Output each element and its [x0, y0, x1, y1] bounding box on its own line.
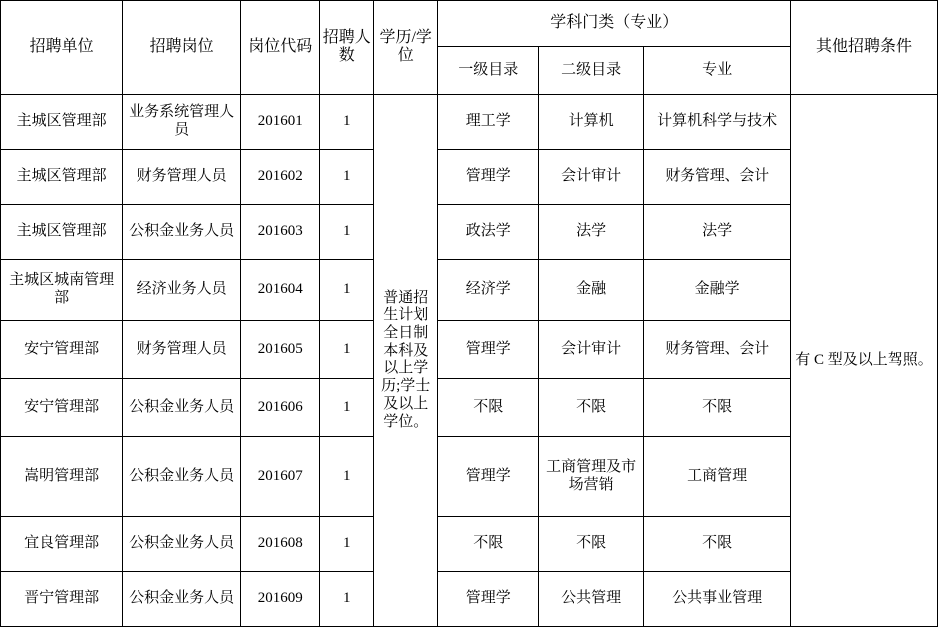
cell-unit: 安宁管理部 [1, 378, 123, 436]
cell-unit: 主城区城南管理部 [1, 259, 123, 320]
cell-unit: 嵩明管理部 [1, 436, 123, 516]
cell-count: 1 [320, 320, 374, 378]
header-education: 学历/学位 [374, 1, 438, 95]
cell-level2: 公共管理 [539, 572, 644, 627]
cell-level1: 管理学 [438, 320, 539, 378]
cell-level2: 法学 [539, 204, 644, 259]
cell-level2: 会计审计 [539, 320, 644, 378]
cell-major: 不限 [644, 517, 791, 572]
header-other-conditions: 其他招聘条件 [791, 1, 938, 95]
cell-education-merged [374, 94, 438, 626]
cell-post: 公积金业务人员 [123, 378, 241, 436]
cell-count: 1 [320, 94, 374, 149]
cell-count: 1 [320, 149, 374, 204]
cell-level1: 管理学 [438, 149, 539, 204]
header-level1: 一级目录 [438, 47, 539, 95]
cell-code: 201607 [241, 436, 320, 516]
cell-major: 法学 [644, 204, 791, 259]
cell-level1: 政法学 [438, 204, 539, 259]
cell-level1: 管理学 [438, 436, 539, 516]
cell-level1: 不限 [438, 517, 539, 572]
cell-post: 公积金业务人员 [123, 517, 241, 572]
cell-major: 公共事业管理 [644, 572, 791, 627]
cell-count: 1 [320, 259, 374, 320]
cell-major: 财务管理、会计 [644, 149, 791, 204]
cell-major: 计算机科学与技术 [644, 94, 791, 149]
cell-unit: 主城区管理部 [1, 204, 123, 259]
table-header-row-1 [1, 1, 938, 47]
cell-major: 财务管理、会计 [644, 320, 791, 378]
cell-major: 工商管理 [644, 436, 791, 516]
cell-count: 1 [320, 572, 374, 627]
cell-post: 公积金业务人员 [123, 436, 241, 516]
cell-level1: 管理学 [438, 572, 539, 627]
cell-unit: 安宁管理部 [1, 320, 123, 378]
cell-major: 金融学 [644, 259, 791, 320]
cell-major: 不限 [644, 378, 791, 436]
cell-post: 业务系统管理人员 [123, 94, 241, 149]
cell-level1: 理工学 [438, 94, 539, 149]
cell-level2: 金融 [539, 259, 644, 320]
cell-count: 1 [320, 378, 374, 436]
cell-count: 1 [320, 204, 374, 259]
cell-unit: 宜良管理部 [1, 517, 123, 572]
cell-level2: 工商管理及市场营销 [539, 436, 644, 516]
cell-post: 财务管理人员 [123, 149, 241, 204]
cell-unit: 主城区管理部 [1, 149, 123, 204]
header-unit: 招聘单位 [1, 1, 123, 95]
cell-code: 201606 [241, 378, 320, 436]
cell-other-conditions-merged: 有 C 型及以上驾照。 [791, 94, 938, 626]
cell-level1: 不限 [438, 378, 539, 436]
cell-code: 201609 [241, 572, 320, 627]
cell-code: 201605 [241, 320, 320, 378]
cell-post: 财务管理人员 [123, 320, 241, 378]
cell-code: 201603 [241, 204, 320, 259]
cell-post: 公积金业务人员 [123, 572, 241, 627]
header-post: 招聘岗位 [123, 1, 241, 95]
table-row [1, 94, 938, 149]
header-level2: 二级目录 [539, 47, 644, 95]
header-code: 岗位代码 [241, 1, 320, 95]
header-count: 招聘人数 [320, 1, 374, 95]
header-discipline-group: 学科门类（专业） [438, 1, 791, 47]
cell-level2: 计算机 [539, 94, 644, 149]
cell-level2: 会计审计 [539, 149, 644, 204]
cell-code: 201602 [241, 149, 320, 204]
cell-unit: 晋宁管理部 [1, 572, 123, 627]
cell-code: 201604 [241, 259, 320, 320]
cell-code: 201608 [241, 517, 320, 572]
cell-code: 201601 [241, 94, 320, 149]
cell-level2: 不限 [539, 517, 644, 572]
education-text: 普通招生计划全日制本科及以上学历;学士及以上学位。 [381, 289, 431, 430]
cell-unit: 主城区管理部 [1, 94, 123, 149]
cell-count: 1 [320, 436, 374, 516]
cell-count: 1 [320, 517, 374, 572]
header-major: 专业 [644, 47, 791, 95]
cell-post: 公积金业务人员 [123, 204, 241, 259]
cell-post: 经济业务人员 [123, 259, 241, 320]
cell-level2: 不限 [539, 378, 644, 436]
cell-level1: 经济学 [438, 259, 539, 320]
